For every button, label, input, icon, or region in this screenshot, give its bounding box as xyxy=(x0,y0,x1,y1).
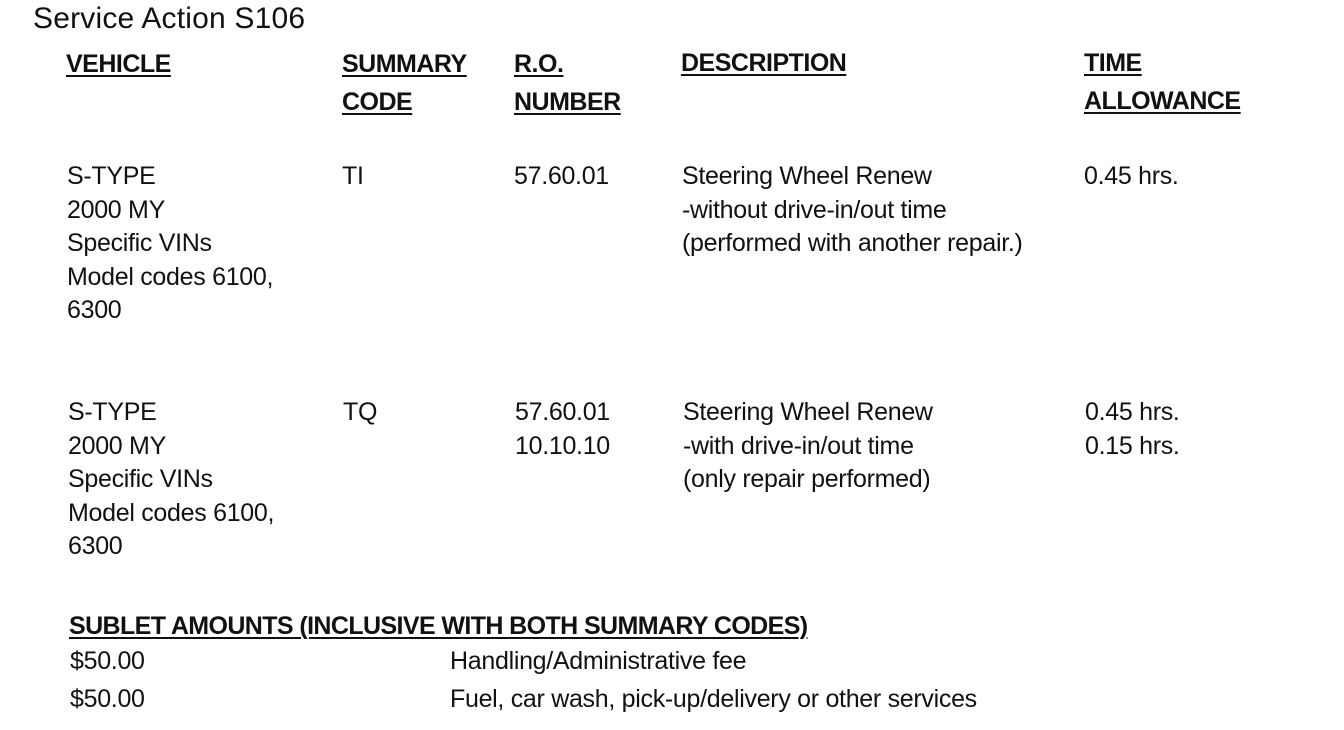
ro-number: 57.60.01 xyxy=(514,162,609,190)
vehicle-cell xyxy=(68,396,274,564)
summary-code: TI xyxy=(342,162,364,190)
vehicle-line: 2000 MY xyxy=(68,431,166,460)
description-line: -with drive-in/out time xyxy=(683,431,914,460)
sublet-description: Fuel, car wash, pick-up/delivery or other services xyxy=(450,685,977,713)
vehicle-line: 6300 xyxy=(67,296,122,324)
description-line: (only repair performed) xyxy=(683,465,931,493)
vehicle-line: Model codes 6100, xyxy=(67,262,274,291)
column-header-time-allowance xyxy=(1084,44,1241,120)
header-line: VEHICLE xyxy=(66,50,171,78)
header-line: NUMBER xyxy=(514,88,621,116)
description-cell xyxy=(683,396,933,497)
header-line: ALLOWANCE xyxy=(1084,87,1241,115)
sublet-description: Handling/Administrative fee xyxy=(450,647,747,675)
sublet-amount: $50.00 xyxy=(70,647,145,675)
page-title: Service Action S106 xyxy=(33,2,306,35)
time-allowance-cell xyxy=(1085,396,1180,463)
column-header-description xyxy=(681,44,846,82)
vehicle-line: Specific VINs xyxy=(68,465,213,493)
summary-code: TQ xyxy=(343,398,378,426)
vehicle-line: S-TYPE xyxy=(67,162,156,190)
vehicle-line: Specific VINs xyxy=(67,229,212,257)
description-line: -without drive-in/out time xyxy=(682,195,947,224)
time-allowance: 0.45 hrs. xyxy=(1085,398,1180,426)
time-allowance: 0.45 hrs. xyxy=(1084,162,1179,190)
header-line: TIME xyxy=(1084,49,1142,77)
header-line: DESCRIPTION xyxy=(681,49,847,77)
vehicle-line: 2000 MY xyxy=(67,195,165,224)
column-header-vehicle xyxy=(66,45,171,83)
description-line: Steering Wheel Renew xyxy=(682,162,932,190)
sublet-amount: $50.00 xyxy=(70,685,145,713)
header-line: CODE xyxy=(342,88,413,116)
description-line: Steering Wheel Renew xyxy=(683,398,933,426)
column-header-ro-number xyxy=(514,45,621,121)
header-line: SUMMARY xyxy=(342,50,467,78)
ro-number: 57.60.01 xyxy=(515,398,610,426)
vehicle-line: Model codes 6100, xyxy=(68,498,275,527)
time-allowance-cell xyxy=(1084,160,1179,194)
ro-number-cell xyxy=(515,396,610,463)
ro-number-cell xyxy=(514,160,609,194)
ro-number: 10.10.10 xyxy=(515,431,610,460)
vehicle-line: 6300 xyxy=(68,532,123,560)
summary-code-cell xyxy=(343,396,377,430)
summary-code-cell xyxy=(342,160,364,194)
column-header-summary-code xyxy=(342,45,467,121)
description-line: (performed with another repair.) xyxy=(682,229,1023,257)
header-line: R.O. xyxy=(514,50,564,78)
vehicle-line: S-TYPE xyxy=(68,398,157,426)
sublet-heading: SUBLET AMOUNTS (INCLUSIVE WITH BOTH SUMMARY CODES) xyxy=(69,612,808,640)
vehicle-cell xyxy=(67,160,273,328)
description-cell xyxy=(682,160,1023,261)
time-allowance: 0.15 hrs. xyxy=(1085,431,1180,460)
